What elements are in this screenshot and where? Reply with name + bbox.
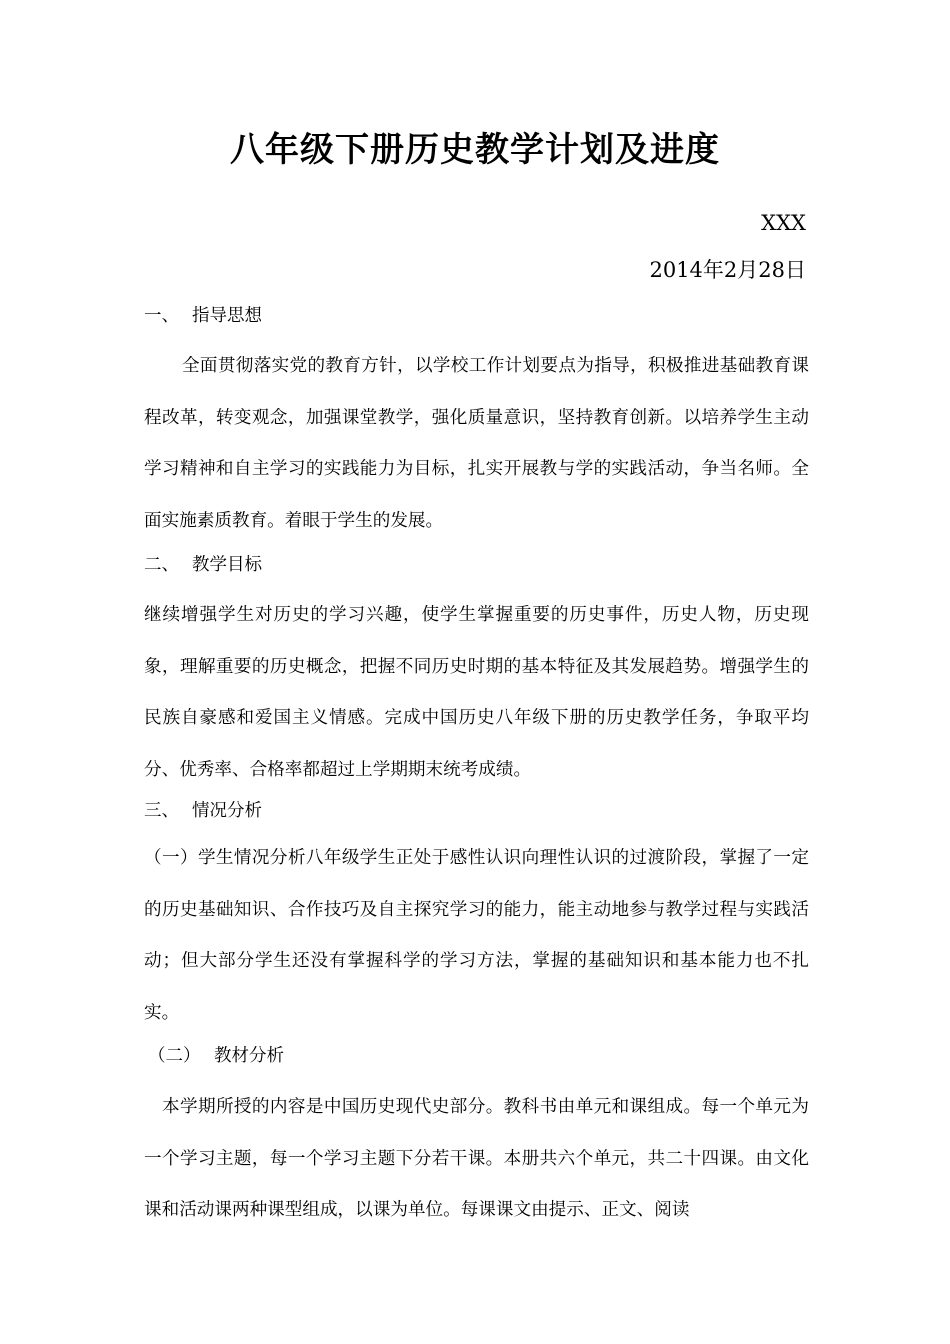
section-3-part-1: （一）学生情况分析八年级学生正处于感性认识向理性认识的过渡阶段，掌握了一定的历史基础知识、合作技巧及自主探究学习的能力，能主动地参与教学过程与实践活动；但大部分学生还没有掌握科学的学习方法，掌握的基础知识和基本能力也不扎实。 xyxy=(144,848,809,1023)
section-3-part-2-title: 教材分析 xyxy=(214,1046,284,1066)
section-3-title: 情况分析 xyxy=(192,801,262,821)
author-name: XXX xyxy=(761,211,806,235)
section-3-part-2-heading xyxy=(148,1041,284,1071)
section-2-heading xyxy=(144,550,262,580)
section-3-part-2-body: 本学期所授的内容是中国历史现代史部分。教科书由单元和课组成。每一个单元为一个学习主题，每一个学习主题下分若干课。本册共六个单元，共二十四课。由文化课和活动课两种课型组成，以课为单位。每课课文由提示、正文、阅读 xyxy=(144,1097,809,1220)
section-3-heading xyxy=(144,796,262,826)
section-2-number: 二、 xyxy=(144,555,179,575)
section-3-number: 三、 xyxy=(144,801,179,821)
section-1-title: 指导思想 xyxy=(192,306,262,326)
document-title: 八年级下册历史教学计划及进度 xyxy=(230,130,720,170)
section-1-body: 全面贯彻落实党的教育方针，以学校工作计划要点为指导，积极推进基础教育课程改革，转变观念，加强课堂教学，强化质量意识，坚持教育创新。以培养学生主动学习精神和自主学习的实践能力为目标，扎实开展教与学的实践活动，争当名师。全面实施素质教育。着眼于学生的发展。 xyxy=(144,356,809,531)
section-2-title: 教学目标 xyxy=(192,555,262,575)
document-date: 2014年2月28日 xyxy=(649,258,806,282)
section-1-heading xyxy=(144,301,262,331)
section-2-body: 继续增强学生对历史的学习兴趣，使学生掌握重要的历史事件，历史人物，历史现象，理解重要的历史概念，把握不同历史时期的基本特征及其发展趋势。增强学生的民族自豪感和爱国主义情感。完成中国历史八年级下册的历史教学任务，争取平均分、优秀率、合格率都超过上学期期末统考成绩。 xyxy=(144,605,809,780)
section-1-number: 一、 xyxy=(144,306,179,326)
section-3-part-2-number: （二） xyxy=(148,1046,201,1066)
